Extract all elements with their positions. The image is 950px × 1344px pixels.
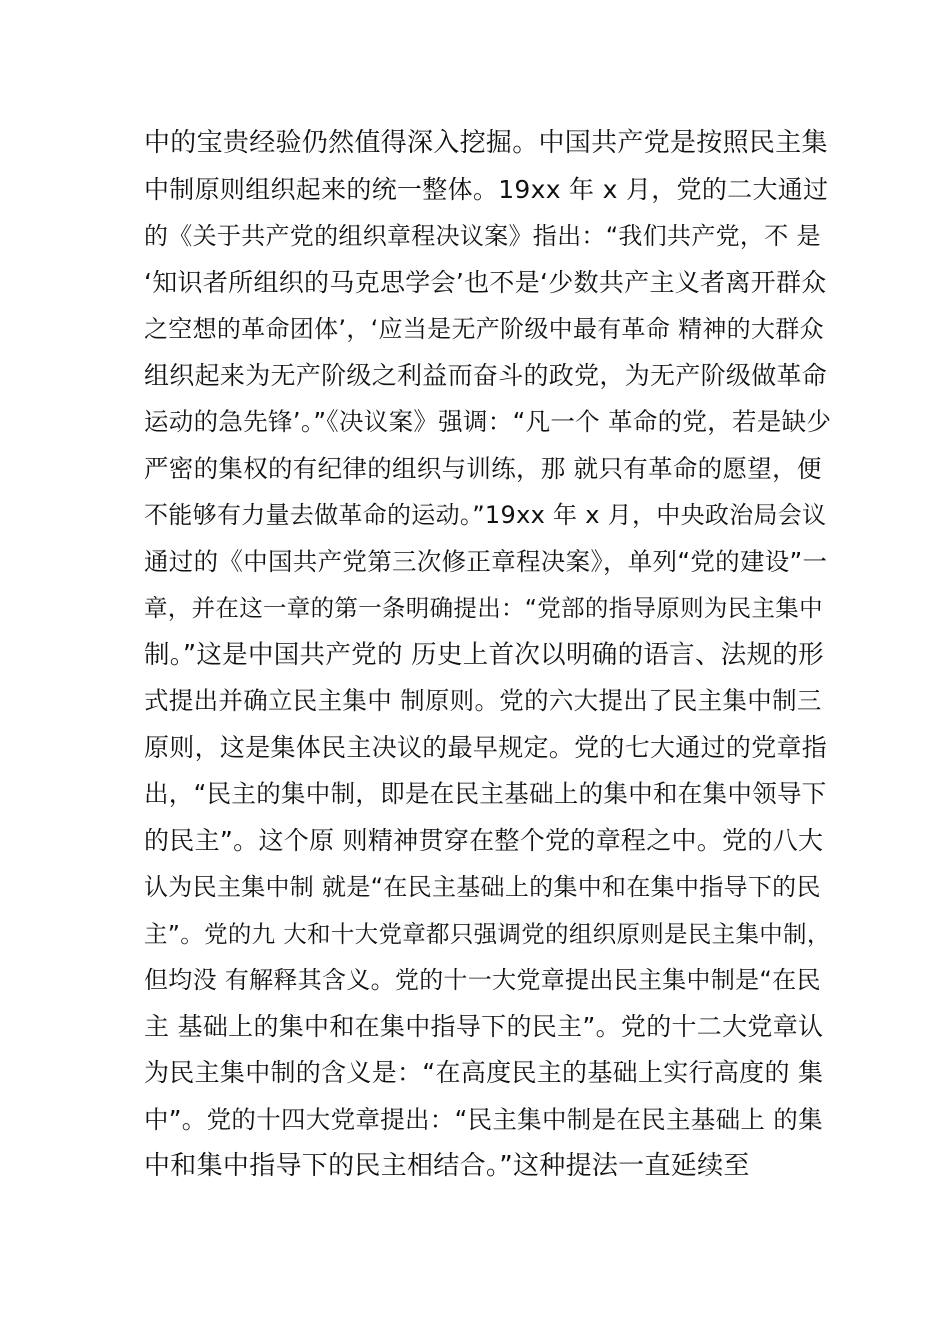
text-line: 主 基础上的集中和在集中指导下的民主”。党的十二大党章认	[144, 1011, 824, 1041]
text-line: 主”。党的九 大和十大党章都只强调党的组织原则是民主集中制，	[144, 919, 831, 948]
text-line: 通过的《中国共产党第三次修正章程决案》，单列“党的建设”一	[144, 546, 828, 576]
text-line: 运动的急先锋’。”《决议案》强调：“凡一个 革命的党，若是缺少	[144, 407, 832, 436]
body-text	[144, 120, 834, 1190]
text-line: 制。”这是中国共产党的 历史上首次以明确的语言、法规的形	[144, 639, 824, 670]
text-line: 中制原则组织起来的统一整体。19xx 年 x 月，党的二大通过	[144, 174, 829, 204]
text-line: 式提出并确立民主集中 制原则。党的六大提出了民主集中制三	[144, 686, 822, 715]
text-line: 组织起来为无产阶级之利益而奋斗的政党，为无产阶级做革命	[144, 360, 828, 390]
text-line: 章，并在这一章的第一条明确提出：“党部的指导原则为民主集中	[144, 594, 823, 622]
text-line: 严密的集权的有纪律的组织与训练，那 就只有革命的愿望，便	[144, 453, 822, 483]
text-line: 不能够有力量去做革命的运动。”19xx 年 x 月，中央政治局会议	[144, 501, 827, 529]
text-line: ‘知识者所组织的马克思学会’也不是‘少数共产主义者离开群众	[144, 267, 827, 297]
text-line: 但均没 有解释其含义。党的十一大党章提出民主集中制是“在民	[144, 966, 821, 994]
text-line: 的《关于共产党的组织章程决议案》指出：“我们共产党，不 是	[144, 222, 821, 250]
text-line: 原则，这是集体民主决议的最早规定。党的七大通过的党章指	[144, 732, 828, 762]
text-line: 中和集中指导下的民主相结合。”这种提法一直延续至	[144, 1151, 750, 1181]
text-line: 为民主集中制的含义是：“在高度民主的基础上实行高度的 集	[144, 1058, 824, 1087]
text-line: 之空想的革命团体’，‘应当是无产阶级中最有革命 精神的大群众	[144, 315, 824, 343]
text-line: 中的宝贵经验仍然值得深入挖掘。中国共产党是按照民主集	[144, 128, 828, 158]
text-line: 认为民主集中制 就是“在民主基础上的集中和在集中指导下的民	[144, 873, 821, 901]
text-line: 的民主”。这个原 则精神贯穿在整个党的章程之中。党的八大	[144, 825, 824, 855]
text-line: 中”。党的十四大党章提出：“民主集中制是在民主基础上 的集	[144, 1104, 823, 1134]
text-line: 出，“民主的集中制，即是在民主基础上的集中和在集中领导下	[144, 779, 827, 808]
